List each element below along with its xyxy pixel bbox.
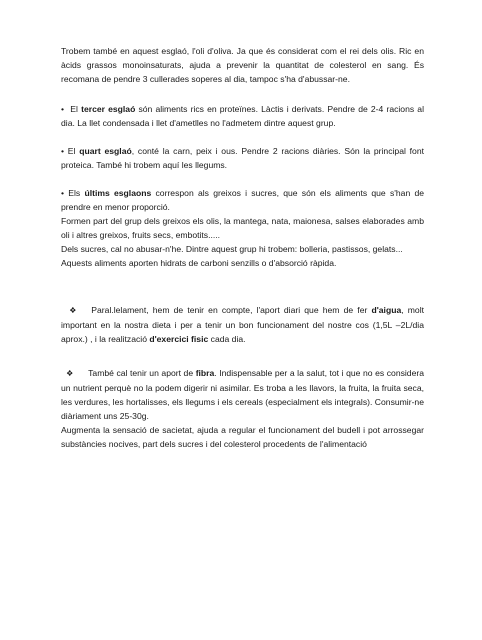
paragraph-oil: Trobem també en aquest esglaó, l'oli d'oliva. Ja que és considerat com el rei dels olis. Ric en àcids grassos monoinsaturats, ajuda a prevenir la quantitat de colesterol en sang. És recomana de pendre 3 cullerades soperes al dia, tampoc s'ha d'abussar-ne. (61, 46, 424, 84)
diamond-bullet-icon: ❖ (66, 369, 74, 378)
paragraph-water-exercise (61, 303, 424, 346)
bold-water: d'aigua (371, 305, 402, 315)
bullet: • (61, 188, 65, 198)
bullet: • (61, 104, 65, 114)
paragraph-third-step (61, 102, 424, 130)
text-pre: El (70, 104, 82, 114)
text-post: . Indispensable per a la salut, tot i que no es considera un nutrient perquè no la podem digerir ni asimilar. Es troba a les llavors, la fruita, la fruita seca, les verdures, les hortalisses, els llegums i els cereals (especialment els integrals). Consumir-ne diàriament uns 25-30g. (61, 368, 425, 421)
bullet: • (61, 146, 65, 156)
bold-term: últims esglaons (84, 188, 152, 198)
text-pre: També cal tenir un aport de (88, 368, 196, 378)
text-pre: Paral.lelament, hem de tenir en compte, l'aport diari que hem de fer (91, 305, 372, 315)
text-pre: Els (68, 188, 85, 198)
paragraph-fourth-step (61, 144, 424, 172)
paragraph-satiety: Augmenta la sensació de sacietat, ajuda a regular el funcionament del budell i pot arrossegar substàncies nocives, part dels sucres i del colesterol procedents de l'alimentació (61, 425, 424, 449)
paragraph-carbs: Aquests aliments aporten hidrats de carboni senzills o d'absorció ràpida. (61, 258, 337, 268)
text-post: , conté la carn, peix i ous. Pendre 2 racions diàries. Són la principal font proteica. També hi trobem aquí les llegums. (61, 146, 425, 170)
text-pre: El (67, 146, 80, 156)
text-mid: , molt important en la nostra dieta i per a tenir un bon funcionament del nostre cos (1,5L –2L/dia aprox.) , i la realització (61, 305, 424, 344)
text-post: cada dia. (208, 334, 246, 344)
paragraph-fiber (61, 366, 424, 423)
text-post: són aliments rics en proteïnes. Làctis i derivats. Pendre de 2-4 racions al dia. La llet condensada i llet d'ametlles no l'admetem dintre aquest grup. (61, 104, 424, 128)
bold-term: quart esglaó (79, 146, 132, 156)
diamond-bullet-icon: ❖ (69, 306, 77, 315)
bold-fiber: fibra (195, 368, 215, 378)
text-post: correspon als greixos i sucres, que són els aliments que s'han de prendre en menor proporció. (61, 188, 425, 212)
bold-term: tercer esglaó (81, 104, 136, 114)
bold-exercise: d'exercici fisic (149, 334, 209, 344)
paragraph-sugars: Dels sucres, cal no abusar-n'he. Dintre aquest grup hi trobem: bolleria, pastissos, gelats... (61, 244, 403, 254)
paragraph-last-steps (61, 186, 424, 214)
paragraph-fats: Formen part del grup dels greixos els olis, la mantega, nata, maionesa, salses elaborades amb oli i altres greixos, fruits secs, embotits..... (61, 216, 424, 240)
